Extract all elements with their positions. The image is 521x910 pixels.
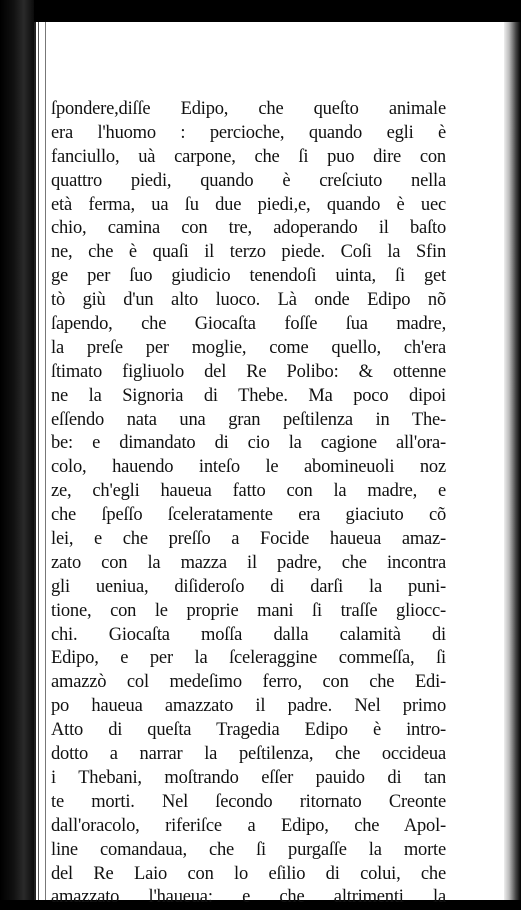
text-line: era l'huomo : percioche, quando egli è xyxy=(51,122,446,143)
text-line: amazzato l'haueua: e che altrimenti la xyxy=(51,887,446,908)
text-line: età ferma, ua ſu due piedi,e, quando è uec xyxy=(51,194,446,215)
text-line: ſapendo, che Giocaſta foſſe ſua madre, xyxy=(51,314,446,335)
text-line: tione, con le proprie mani ſi traſſe gliocc- xyxy=(51,600,446,621)
text-line: che ſpeſſo ſceleratamente era giaciuto cõ xyxy=(51,505,446,526)
text-line: amazzò col medeſimo ferro, con che Edi- xyxy=(51,672,446,693)
text-line: dotto a narrar la peſtilenza, che occideua xyxy=(51,744,446,765)
text-line: ſpondere,diſſe Edipo, che queſto animale xyxy=(51,99,446,119)
text-line: quattro piedi, quando è creſciuto nella xyxy=(51,170,446,191)
text-line: ne, che è quaſi il terzo piede. Coſi la Sfin xyxy=(51,242,446,263)
text-line: line comandaua, che ſi purgaſſe la morte xyxy=(51,839,446,860)
text-line: zato con la mazza il padre, che incontra xyxy=(51,552,446,573)
text-line: chio, camina con tre, adoperando il baſto xyxy=(51,218,446,239)
text-line: Edipo, e per la ſceleraggine commeſſa, ſi xyxy=(51,648,446,669)
body-text xyxy=(51,98,446,910)
text-line: dall'oracolo, riferiſce a Edipo, che Apol- xyxy=(51,815,446,836)
text-line: tò giù d'un alto luoco. Là onde Edipo nõ xyxy=(51,290,446,311)
text-line: Atto di queſta Tragedia Edipo è intro- xyxy=(51,720,446,741)
text-line: del Re Laio con lo eſilio di colui, che xyxy=(51,863,446,884)
text-line: te morti. Nel ſecondo ritornato Creonte xyxy=(51,791,446,812)
gutter-edge xyxy=(38,22,46,900)
page-edge-shadow xyxy=(504,22,521,900)
book-binding-shadow xyxy=(0,0,34,900)
text-line: ge per ſuo giudicio tenendoſi uinta, ſi get xyxy=(51,266,446,287)
text-line: ſtimato figliuolo del Re Polibo: & ottenne xyxy=(51,361,446,382)
text-line: lei, e che preſſo a Focide haueua amaz- xyxy=(51,529,446,550)
text-line: fanciullo, uà carpone, che ſi puo dire con xyxy=(51,146,446,167)
text-line: i Thebani, moſtrando eſſer pauido di tan xyxy=(51,767,446,788)
text-line: la preſe per moglie, come quello, ch'era xyxy=(51,337,446,358)
text-line: eſſendo nata una gran peſtilenza in The- xyxy=(51,409,446,430)
text-line: ze, ch'egli haueua fatto con la madre, e xyxy=(51,481,446,502)
text-line: ne la Signoria di Thebe. Ma poco dipoi xyxy=(51,385,446,406)
text-line: chi. Giocaſta moſſa dalla calamità di xyxy=(51,624,446,645)
text-line: be: e dimandato di cio la cagione all'ora- xyxy=(51,433,446,454)
text-line: gli ueniua, diſideroſo di darſi la puni- xyxy=(51,576,446,597)
text-line: colo, hauendo inteſo le abomineuoli noz xyxy=(51,457,446,478)
text-line: po haueua amazzato il padre. Nel primo xyxy=(51,696,446,717)
